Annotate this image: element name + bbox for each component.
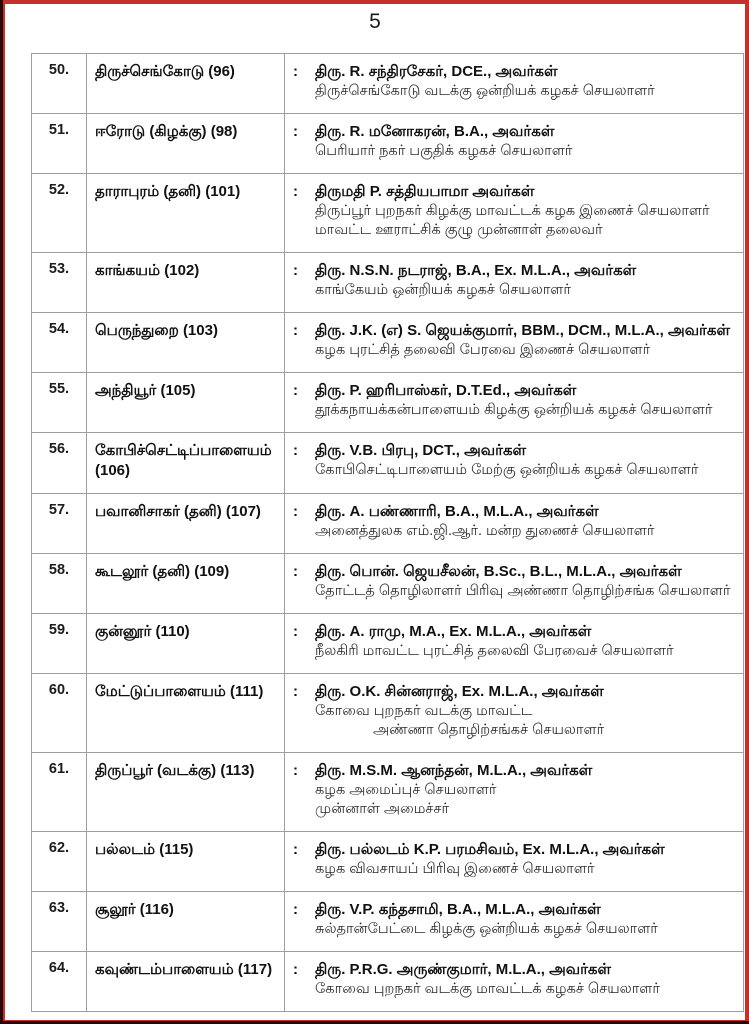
colon-separator: : bbox=[293, 762, 298, 779]
table-row bbox=[32, 373, 744, 433]
person-designation: சுல்தான்பேட்டை கிழக்கு ஒன்றியக் கழகச் செயலாளர் bbox=[315, 921, 658, 937]
constituency-name: ஈரோடு (கிழக்கு) (98) bbox=[87, 114, 285, 174]
constituency-name: பவானிசாகர் (தனி) (107) bbox=[87, 494, 285, 554]
row-number: 56. bbox=[32, 433, 87, 494]
person-designation: கழக புரட்சித் தலைவி பேரவை இணைச் செயலாளர் bbox=[315, 342, 651, 358]
person-designation: அண்ணா தொழிற்சங்கச் செயலாளர் bbox=[373, 722, 605, 738]
person-designation: கோபிசெட்டிபாளையம் மேற்கு ஒன்றியக் கழகச் செயலாளர் bbox=[315, 462, 699, 478]
person-details bbox=[315, 62, 735, 101]
person-name: திரு. P. ஹரிபாஸ்கர், D.T.Ed., அவர்கள் bbox=[315, 382, 577, 399]
page-number: 5 bbox=[369, 10, 381, 33]
person-designation: நீலகிரி மாவட்ட புரட்சித் தலைவி பேரவைச் செயலாளர் bbox=[315, 643, 674, 659]
person-details bbox=[315, 122, 735, 161]
details-cell bbox=[285, 433, 744, 494]
person-designation: தோட்டத் தொழிலாளர் பிரிவு அண்ணா தொழிற்சங்க செயலாளர் bbox=[315, 583, 731, 599]
table-row bbox=[32, 433, 744, 494]
person-name: திரு. A. பண்ணாரி, B.A., M.L.A., அவர்கள் bbox=[315, 503, 599, 520]
row-number: 59. bbox=[32, 614, 87, 674]
table-row bbox=[32, 614, 744, 674]
details-cell bbox=[285, 832, 744, 892]
constituency-name: பல்லடம் (115) bbox=[87, 832, 285, 892]
person-details bbox=[315, 960, 735, 999]
person-name: திரு. பல்லடம் K.P. பரமசிவம், Ex. M.L.A., அவர்கள் bbox=[315, 841, 665, 858]
person-designation: காங்கேயம் ஒன்றியக் கழகச் செயலாளர் bbox=[315, 282, 571, 298]
person-designation: தூக்கநாயக்கன்பாளையம் கிழக்கு ஒன்றியக் கழகச் செயலாளர் bbox=[315, 402, 713, 418]
colon-separator: : bbox=[293, 123, 298, 140]
person-details bbox=[315, 502, 735, 541]
details-cell bbox=[285, 494, 744, 554]
person-details bbox=[315, 182, 735, 240]
row-number: 52. bbox=[32, 174, 87, 253]
colon-separator: : bbox=[293, 503, 298, 520]
colon-separator: : bbox=[293, 262, 298, 279]
details-cell bbox=[285, 174, 744, 253]
person-details bbox=[315, 562, 735, 601]
person-designation: கோவை புறநகர் வடக்கு மாவட்ட bbox=[315, 703, 533, 719]
table-row bbox=[32, 313, 744, 373]
table-row bbox=[32, 674, 744, 753]
person-details bbox=[315, 441, 735, 480]
person-name: திரு. A. ராமு, M.A., Ex. M.L.A., அவர்கள் bbox=[315, 623, 592, 640]
person-details bbox=[315, 840, 735, 879]
person-name: திருமதி P. சத்தியபாமா அவர்கள் bbox=[315, 183, 535, 200]
person-name: திரு. O.K. சின்னராஜ், Ex. M.L.A., அவர்கள் bbox=[315, 683, 604, 700]
colon-separator: : bbox=[293, 901, 298, 918]
person-details bbox=[315, 900, 735, 939]
row-number: 51. bbox=[32, 114, 87, 174]
scan-edge-left bbox=[0, 0, 3, 1024]
row-number: 61. bbox=[32, 753, 87, 832]
colon-separator: : bbox=[293, 322, 298, 339]
table-row bbox=[32, 54, 744, 114]
row-number: 57. bbox=[32, 494, 87, 554]
colon-separator: : bbox=[293, 442, 298, 459]
row-number: 63. bbox=[32, 892, 87, 952]
constituency-name: அந்தியூர் (105) bbox=[87, 373, 285, 433]
person-details bbox=[315, 682, 735, 740]
table-row bbox=[32, 832, 744, 892]
details-cell bbox=[285, 54, 744, 114]
officials-table bbox=[31, 53, 744, 1012]
colon-separator: : bbox=[293, 563, 298, 580]
constituency-name: கோபிச்செட்டிப்பாளையம் (106) bbox=[87, 433, 285, 494]
details-cell bbox=[285, 114, 744, 174]
person-designation: மாவட்ட ஊராட்சிக் குழு முன்னாள் தலைவர் bbox=[315, 222, 603, 238]
table-row bbox=[32, 114, 744, 174]
person-name: திரு. V.P. கந்தசாமி, B.A., M.L.A., அவர்கள் bbox=[315, 901, 601, 918]
table-row bbox=[32, 174, 744, 253]
constituency-name: திருப்பூர் (வடக்கு) (113) bbox=[87, 753, 285, 832]
constituency-name: சூலூர் (116) bbox=[87, 892, 285, 952]
colon-separator: : bbox=[293, 961, 298, 978]
colon-separator: : bbox=[293, 382, 298, 399]
person-designation: அனைத்துலக எம்.ஜி.ஆர். மன்ற துணைச் செயலாளர் bbox=[315, 523, 655, 539]
row-number: 55. bbox=[32, 373, 87, 433]
person-name: திரு. R. மனோகரன், B.A., அவர்கள் bbox=[315, 123, 555, 140]
person-details bbox=[315, 622, 735, 661]
constituency-name: தாராபுரம் (தனி) (101) bbox=[87, 174, 285, 253]
table-row bbox=[32, 952, 744, 1012]
constituency-name: குன்னூர் (110) bbox=[87, 614, 285, 674]
person-name: திரு. பொன். ஜெயசீலன், B.Sc., B.L., M.L.A., அவர்கள் bbox=[315, 563, 682, 580]
row-number: 50. bbox=[32, 54, 87, 114]
person-designation: கழக அமைப்புச் செயலாளர் bbox=[315, 782, 497, 798]
person-name: திரு. N.S.N. நடராஜ், B.A., Ex. M.L.A., அவர்கள் bbox=[315, 262, 637, 279]
person-details bbox=[315, 761, 735, 819]
table-row bbox=[32, 753, 744, 832]
person-details bbox=[315, 321, 735, 360]
constituency-name: கவுண்டம்பாளையம் (117) bbox=[87, 952, 285, 1012]
row-number: 54. bbox=[32, 313, 87, 373]
colon-separator: : bbox=[293, 63, 298, 80]
table-row bbox=[32, 554, 744, 614]
constituency-name: திருச்செங்கோடு (96) bbox=[87, 54, 285, 114]
person-name: திரு. P.R.G. அருண்குமார், M.L.A., அவர்கள் bbox=[315, 961, 612, 978]
person-designation: முன்னாள் அமைச்சர் bbox=[315, 801, 450, 817]
constituency-name: காங்கயம் (102) bbox=[87, 253, 285, 313]
person-details bbox=[315, 381, 735, 420]
details-cell bbox=[285, 753, 744, 832]
row-number: 53. bbox=[32, 253, 87, 313]
person-designation: திருப்பூர் புறநகர் கிழக்கு மாவட்டக் கழக இணைச் செயலாளர் bbox=[315, 203, 710, 219]
row-number: 58. bbox=[32, 554, 87, 614]
constituency-name: மேட்டுப்பாளையம் (111) bbox=[87, 674, 285, 753]
details-cell bbox=[285, 674, 744, 753]
person-name: திரு. R. சந்திரசேகர், DCE., அவர்கள் bbox=[315, 63, 558, 80]
person-designation: கழக விவசாயப் பிரிவு இணைச் செயலாளர் bbox=[315, 861, 595, 877]
table-row bbox=[32, 892, 744, 952]
person-name: திரு. J.K. (எ) S. ஜெயக்குமார், BBM., DCM., M.L.A., அவர்கள் bbox=[315, 322, 731, 339]
person-designation: திருச்செங்கோடு வடக்கு ஒன்றியக் கழகச் செயலாளர் bbox=[315, 83, 655, 99]
person-designation: கோவை புறநகர் வடக்கு மாவட்டக் கழகச் செயலாளர் bbox=[315, 981, 660, 997]
table-row bbox=[32, 494, 744, 554]
colon-separator: : bbox=[293, 683, 298, 700]
person-designation: பெரியார் நகர் பகுதிக் கழகச் செயலாளர் bbox=[315, 143, 573, 159]
constituency-name: கூடலூர் (தனி) (109) bbox=[87, 554, 285, 614]
person-name: திரு. V.B. பிரபு, DCT., அவர்கள் bbox=[315, 442, 527, 459]
row-number: 64. bbox=[32, 952, 87, 1012]
colon-separator: : bbox=[293, 841, 298, 858]
table-row bbox=[32, 253, 744, 313]
colon-separator: : bbox=[293, 623, 298, 640]
details-cell bbox=[285, 554, 744, 614]
person-name: திரு. M.S.M. ஆனந்தன், M.L.A., அவர்கள் bbox=[315, 762, 593, 779]
constituency-name: பெருந்துறை (103) bbox=[87, 313, 285, 373]
details-cell bbox=[285, 313, 744, 373]
person-details bbox=[315, 261, 735, 300]
details-cell bbox=[285, 253, 744, 313]
details-cell bbox=[285, 952, 744, 1012]
colon-separator: : bbox=[293, 183, 298, 200]
details-cell bbox=[285, 373, 744, 433]
details-cell bbox=[285, 614, 744, 674]
row-number: 62. bbox=[32, 832, 87, 892]
row-number: 60. bbox=[32, 674, 87, 753]
details-cell bbox=[285, 892, 744, 952]
